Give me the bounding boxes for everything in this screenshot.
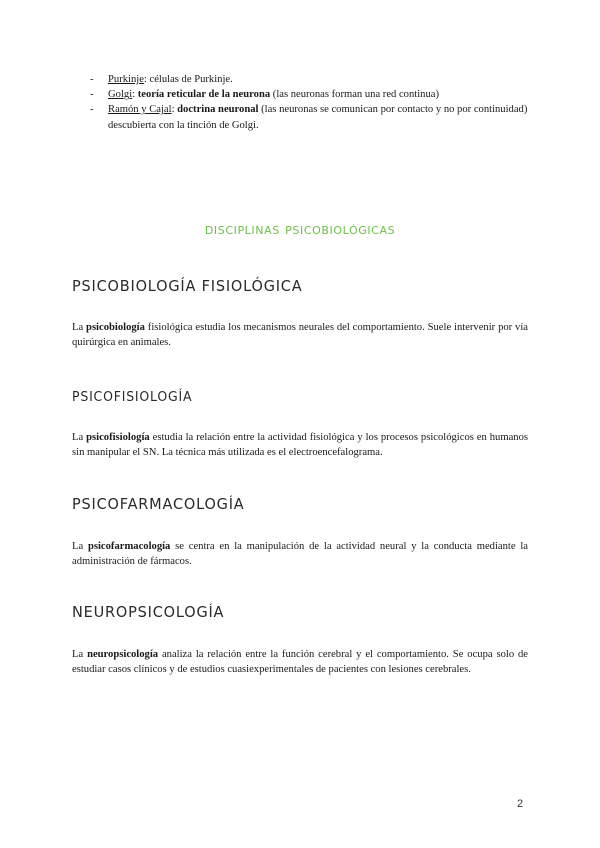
para-bold: psicofisiología xyxy=(86,432,150,443)
bullet-text xyxy=(108,72,530,87)
bullet-bold: teoría reticular de la neurona xyxy=(137,89,271,101)
bullet-term: Ramón y Cajal xyxy=(108,104,172,116)
para-bold: neuropsicología xyxy=(87,649,159,660)
paragraph xyxy=(72,647,528,678)
para-start: La xyxy=(72,322,87,333)
heading-psicobiologia-fisiologica: PSICOBIOLOGÍA FISIOLÓGICA xyxy=(72,278,303,296)
bullet-dash: - xyxy=(90,89,94,101)
heading-psicofarmacologia: PSICOFARMACOLOGÍA xyxy=(72,496,245,514)
section-title: disciplinas psicobiológicas xyxy=(204,220,396,238)
heading-neuropsicologia: NEUROPSICOLOGÍA xyxy=(72,604,225,622)
bullet-term: Golgi xyxy=(108,89,133,101)
bullet-sep: : xyxy=(143,74,150,85)
bullet-text xyxy=(108,102,530,132)
bullet-sep: : xyxy=(132,89,138,101)
bullet-rest: (las neuronas se comunican por contacto y no por continuidad) descubierta con la tinción de Golgi. xyxy=(108,104,528,131)
para-bold: psicobiología xyxy=(86,322,145,333)
para-rest: se centra en la manipulación de la actividad neural y la conducta mediante la administración de fármacos. xyxy=(72,541,528,568)
para-start: La xyxy=(72,541,88,552)
paragraph xyxy=(72,430,528,461)
bullet-dash: - xyxy=(90,104,94,116)
bullet-term: Purkinje xyxy=(108,74,144,85)
bullet-sep: : xyxy=(171,104,178,116)
para-rest: estudia la relación entre la actividad fisiológica y los procesos psicológicos en humanos sin manipular el SN. La técnica más utilizada es el electroencefalograma. xyxy=(72,432,528,459)
para-rest: analiza la relación entre la función cerebral y el comportamiento. Se ocupa solo de estudiar casos clínicos y de estudios cuasiexperimentales de pacientes con lesiones cerebrales. xyxy=(72,649,528,676)
para-start: La xyxy=(72,432,87,443)
para-bold: psicofarmacología xyxy=(87,541,171,552)
list-item xyxy=(90,87,530,102)
para-start: La xyxy=(72,649,88,660)
bullet-dash: - xyxy=(90,74,94,85)
bullet-rest: (las neuronas forman una red continua) xyxy=(270,89,439,101)
list-item xyxy=(90,72,530,87)
bullet-bold: doctrina neuronal xyxy=(177,104,259,116)
list-item xyxy=(90,102,530,132)
bullet-rest: células de Purkinje. xyxy=(149,74,233,85)
paragraph xyxy=(72,539,528,570)
bullet-text xyxy=(108,87,530,102)
bullet-list xyxy=(90,72,530,133)
page-number: 2 xyxy=(517,798,524,810)
paragraph xyxy=(72,320,528,351)
para-rest: fisiológica estudia los mecanismos neurales del comportamiento. Suele intervenir por vía quirúrgica en animales. xyxy=(72,322,528,349)
heading-psicofisiologia: PSICOFISIOLOGÍA xyxy=(72,388,193,405)
